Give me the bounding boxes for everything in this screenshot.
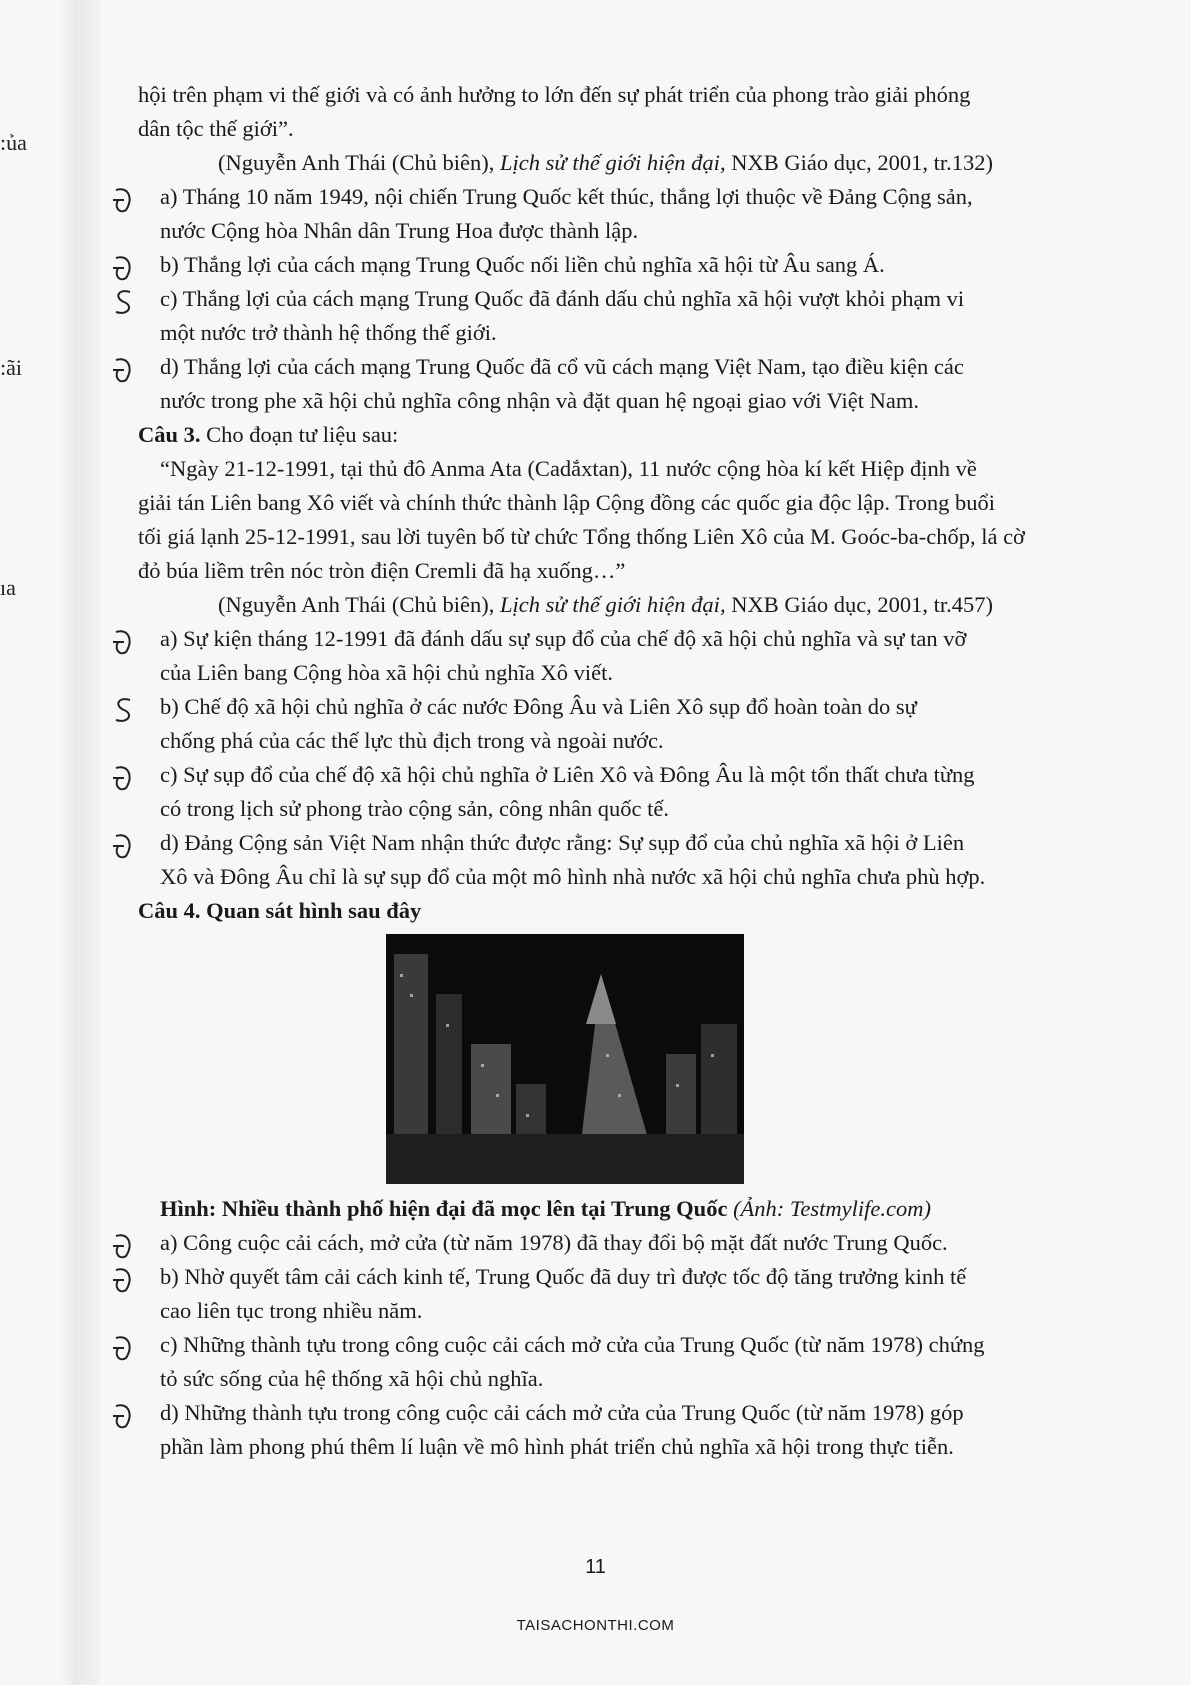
handwritten-mark-icon [110, 830, 136, 862]
answer-item: c) Sự sụp đổ của chế độ xã hội chủ nghĩa ở Liên Xô và Đông Âu là một tổn thất chưa từng có trong lịch sử phong trào cộng sản, công nhân quốc tế. [138, 758, 1100, 826]
quote-line: tối giá lạnh 25-12-1991, sau lời tuyên bố từ chức Tổng thống Liên Xô của M. Goóc-ba-chốp, lá cờ [138, 524, 1025, 549]
question-3-heading: Câu 3. Cho đoạn tư liệu sau: [138, 422, 399, 447]
margin-fragment: :ãi [0, 355, 22, 380]
answer-item: b) Thắng lợi của cách mạng Trung Quốc nối liền chủ nghĩa xã hội từ Âu sang Á. [138, 248, 1100, 282]
answer-item: b) Chế độ xã hội chủ nghĩa ở các nước Đông Âu và Liên Xô sụp đổ hoàn toàn do sự chống phá của các thế lực thù địch trong và ngoài nước. [138, 690, 1100, 758]
page-number: 11 [585, 1556, 606, 1578]
skyline-illustration [386, 934, 744, 1184]
handwritten-mark-icon [110, 1332, 136, 1364]
answer-item: c) Những thành tựu trong công cuộc cải cách mở cửa của Trung Quốc (từ năm 1978) chứng tỏ sức sống của hệ thống xã hội chủ nghĩa. [138, 1328, 1100, 1396]
page-content [138, 78, 1100, 1464]
source-citation: (Nguyễn Anh Thái (Chủ biên), Lịch sử thế giới hiện đại, NXB Giáo dục, 2001, tr.457) [218, 592, 994, 617]
handwritten-mark-icon [110, 354, 136, 386]
quote-line: “Ngày 21-12-1991, tại thủ đô Anma Ata (Cadắxtan), 11 nước cộng hòa kí kết Hiệp định về [160, 456, 977, 481]
handwritten-mark-icon [110, 1230, 136, 1262]
handwritten-mark-icon [110, 1400, 136, 1432]
handwritten-mark-icon [110, 252, 136, 284]
answer-item: c) Thắng lợi của cách mạng Trung Quốc đã đánh dấu chủ nghĩa xã hội vượt khỏi phạm vi một nước trở thành hệ thống thế giới. [138, 282, 1100, 350]
city-skyline-photo [386, 934, 744, 1184]
answer-item: a) Tháng 10 năm 1949, nội chiến Trung Quốc kết thúc, thắng lợi thuộc về Đảng Cộng sản, nước Cộng hòa Nhân dân Trung Hoa được thành lập. [138, 180, 1100, 248]
answer-item: a) Công cuộc cải cách, mở cửa (từ năm 1978) đã thay đổi bộ mặt đất nước Trung Quốc. [138, 1226, 1100, 1260]
quote-line: giải tán Liên bang Xô viết và chính thức thành lập Cộng đồng các quốc gia độc lập. Trong buổi [138, 490, 996, 515]
handwritten-mark-icon [110, 762, 136, 794]
answer-item: d) Thắng lợi của cách mạng Trung Quốc đã cổ vũ cách mạng Việt Nam, tạo điều kiện các nước trong phe xã hội chủ nghĩa công nhận và đặt quan hệ ngoại giao với Việt Nam. [138, 350, 1100, 418]
intro-line: hội trên phạm vi thế giới và có ảnh hưởng to lớn đến sự phát triển của phong trào giải phóng [138, 82, 971, 107]
handwritten-mark-icon [110, 694, 136, 726]
scan-edge-shadow [60, 0, 100, 1685]
handwritten-mark-icon [110, 1264, 136, 1296]
handwritten-mark-icon [110, 286, 136, 318]
answer-item: b) Nhờ quyết tâm cải cách kinh tế, Trung Quốc đã duy trì được tốc độ tăng trưởng kinh tế cao liên tục trong nhiều năm. [138, 1260, 1100, 1328]
handwritten-mark-icon [110, 626, 136, 658]
answer-item: a) Sự kiện tháng 12-1991 đã đánh dấu sự sụp đổ của chế độ xã hội chủ nghĩa và sự tan vỡ của Liên bang Cộng hòa xã hội chủ nghĩa Xô viết. [138, 622, 1100, 690]
answer-item: d) Những thành tựu trong công cuộc cải cách mở cửa của Trung Quốc (từ năm 1978) góp phần làm phong phú thêm lí luận về mô hình phát triển chủ nghĩa xã hội trong thực tiễn. [138, 1396, 1100, 1464]
handwritten-mark-icon [110, 184, 136, 216]
margin-fragment: :ủa [0, 130, 27, 155]
figure-caption: Hình: Nhiều thành phố hiện đại đã mọc lên tại Trung Quốc (Ảnh: Testmylife.com) [160, 1196, 931, 1221]
quote-line: đỏ búa liềm trên nóc tròn điện Cremli đã hạ xuống…” [138, 558, 626, 583]
margin-fragment: ıa [0, 575, 16, 600]
source-citation: (Nguyễn Anh Thái (Chủ biên), Lịch sử thế giới hiện đại, NXB Giáo dục, 2001, tr.132) [218, 150, 994, 175]
question-4-heading: Câu 4. Quan sát hình sau đây [138, 898, 422, 923]
intro-line: dân tộc thế giới”. [138, 116, 294, 141]
footer-site: TAISACHONTHI.COM [516, 1617, 675, 1634]
answer-item: d) Đảng Cộng sản Việt Nam nhận thức được rằng: Sự sụp đổ của chủ nghĩa xã hội ở Liên Xô và Đông Âu chỉ là sự sụp đổ của một mô hình nhà nước xã hội chủ nghĩa chưa phù hợp. [138, 826, 1100, 894]
